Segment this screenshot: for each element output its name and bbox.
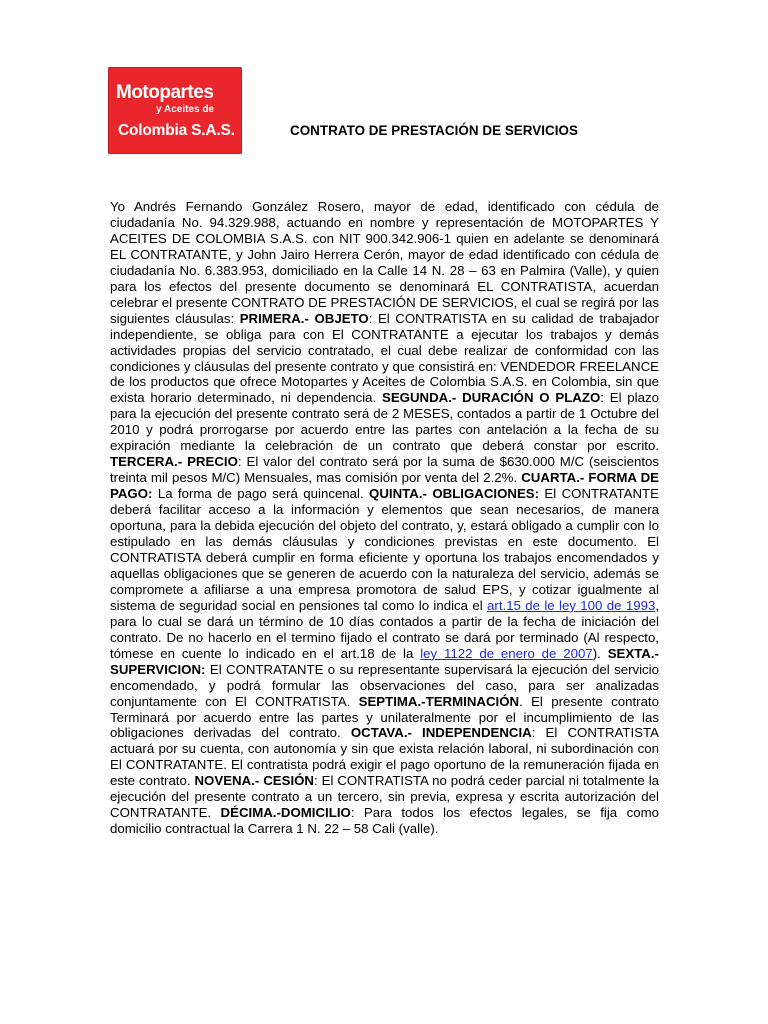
clause-text-quinta-cont: , para lo cual se dará un término de 10 días contados a partir de la fecha de iniciación del contrato. De no hacerlo en el termino fijado el contrato se dará por terminado (Al respecto, tómese en cuente lo indicado en el art.18 de la [110,597,659,661]
link-ley-100[interactable]: art.15 de le ley 100 de 1993 [487,597,656,613]
document-title: CONTRATO DE PRESTACIÓN DE SERVICIOS [290,123,578,138]
clause-text-quinta: El CONTRATANTE deberá facilitar acceso a la información y elementos que sean necesarios, de manera oportuna, para la debida ejecución del objeto del contrato, y, estará obligado a cumplir con lo estipulado en las demás cláusulas y condiciones previstas en este documento. El CONTRATISTA deberá cumplir en forma eficiente y oportuna los trabajos encomendados y aquellas obligaciones que se generen de acuerdo con la naturaleza del servicio, además se compromete a afiliarse a una empresa promotora de salud EPS, y cotizar igualmente al sistema de seguridad social en pensiones tal como lo indica el [110,486,659,613]
clause-heading-novena: NOVENA.- CESIÓN [194,773,315,789]
clause-heading-quinta: QUINTA.- OBLIGACIONES: [369,486,540,502]
clause-text-segunda: : El plazo para la ejecución del presente contrato será de 2 MESES, contados a partir de 1 Octubre del 2010 y podrá prorrogarse por acuerdo entre las partes con antelación a la fecha de su expiración mediante la celebración de un contrato que deberá constar por escrito. [110,390,659,454]
clause-text-cuarta: La forma de pago será quincenal. [152,486,370,502]
link-ley-1122[interactable]: ley 1122 de enero de 2007 [420,645,593,661]
clause-heading-decima: DÉCIMA.-DOMICILIO [220,805,351,821]
clause-heading-segunda: SEGUNDA.- DURACIÓN O PLAZO [381,390,601,406]
clause-heading-sexta: SEXTA.- SUPERVICION: [110,645,659,677]
clause-heading-septima: SEPTIMA.-TERMINACIÓN [358,693,520,709]
clause-text-quinta-end: ). [592,645,608,661]
clause-text-primera: : El CONTRATISTA en su calidad de trabajador independiente, se obliga para con El CONTRATANTE a ejecutar los trabajos y demás actividades propias del servicio contratado, el cual debe realizar de conformidad con las condiciones y cláusulas del presente contrato y que consistirá en: VENDEDOR FREELANCE de los productos que ofrece Motopartes y Aceites de Colombia S.A.S. en Colombia, sin que exista horario determinado, ni dependencia. [110,310,659,406]
clause-heading-octava: OCTAVA.- INDEPENDENCIA [350,725,532,741]
clause-text-decima: : Para todos los efectos legales, se fija como domicilio contractual la Carrera 1 N. 22 – 58 Cali (valle). [110,805,659,837]
logo-line-2: y Aceites de [156,104,214,115]
contract-body [110,199,659,837]
clause-text-tercera: : El valor del contrato será por la suma de $630.000 M/C (seiscientos treinta mil pesos M/C) Mensuales, mas comisión por venta del 2.2%. [110,454,659,486]
clause-text-octava: : El CONTRATISTA actuará por su cuenta, con autonomía y sin que exista relación laboral, ni subordinación con El CONTRATANTE. El contratista podrá exigir el pago oportuno de la remuneración fijada en este contrato. [110,725,659,789]
clause-heading-cuarta: CUARTA.- FORMA DE PAGO: [110,470,659,502]
intro-text: Yo Andrés Fernando González Rosero, mayor de edad, identificado con cédula de ciudadanía No. 94.329.988, actuando en nombre y representación de MOTOPARTES Y ACEITES DE COLOMBIA S.A.S. con NIT 900.342.906-1 quien en adelante se denominará EL CONTRATANTE, y John Jairo Herrera Cerón, mayor de edad identificado con cédula de ciudadanía No. 6.383.953, domiciliado en la Calle 14 N. 28 – 63 en Palmira (Valle), y quien para los efectos del presente documento se denominará EL CONTRATISTA, acuerdan celebrar el presente CONTRATO DE PRESTACIÓN DE SERVICIOS, el cual se regirá por las siguientes cláusulas: [110,199,659,326]
clause-text-novena: : El CONTRATISTA no podrá ceder parcial ni totalmente la ejecución del presente contrato a un tercero, sin previa, expresa y escrita autorización del CONTRATANTE. [110,773,660,821]
logo-line-3: Colombia S.A.S. [118,122,235,139]
clause-text-sexta: El CONTRATANTE o su representante supervisará la ejecución del servicio encomendado, y podrá formular las observaciones del caso, para ser analizadas conjuntamente con El CONTRATISTA. [110,661,659,709]
logo-line-1: Motopartes [116,82,214,103]
clause-heading-tercera: TERCERA.- PRECIO [110,454,238,470]
clause-text-septima: . El presente contrato Terminará por acuerdo entre las partes y unilateralmente por el incumplimiento de las obligaciones derivadas del contrato. [110,693,659,741]
company-logo [108,67,242,154]
clause-heading-primera: PRIMERA.- OBJETO [239,310,369,326]
